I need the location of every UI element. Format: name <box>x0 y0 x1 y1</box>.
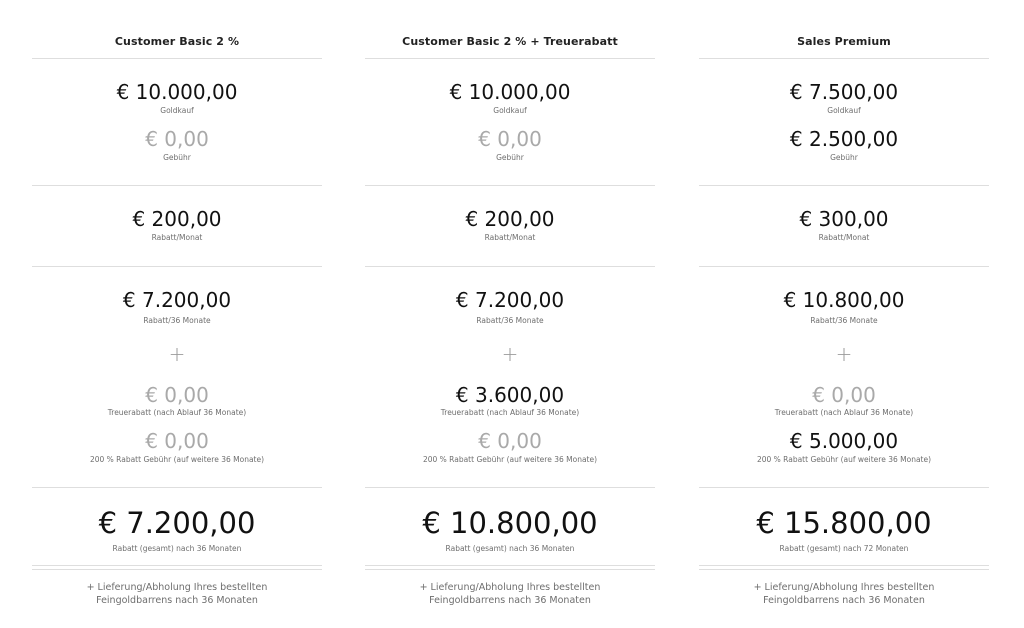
discount-36-label: Rabatt/36 Monate <box>810 316 878 325</box>
gold-purchase-amount: € 10.000,00 <box>116 80 238 104</box>
monthly-discount-label: Rabatt/Monat <box>484 233 536 242</box>
plan-title: Customer Basic 2 % <box>114 35 240 48</box>
fee-label: Gebühr <box>163 153 191 162</box>
divider <box>699 569 989 570</box>
fee-label: Gebühr <box>496 153 524 162</box>
loyalty-discount-label: Treuerabatt (nach Ablauf 36 Monate) <box>774 408 914 417</box>
loyalty-discount-label: Treuerabatt (nach Ablauf 36 Monate) <box>107 408 247 417</box>
gold-purchase-amount: € 7.500,00 <box>789 80 899 104</box>
fee-discount-label: 200 % Rabatt Gebühr (auf weitere 36 Monate) <box>89 455 265 464</box>
divider <box>365 565 655 566</box>
discount-36-amount: € 10.800,00 <box>783 288 905 312</box>
fee-discount-label: 200 % Rabatt Gebühr (auf weitere 36 Monate) <box>422 455 598 464</box>
plan-column-customer-basic <box>32 0 322 628</box>
discount-36-label: Rabatt/36 Monate <box>143 316 211 325</box>
divider <box>365 569 655 570</box>
delivery-note-line: Feingoldbarrens nach 36 Monaten <box>96 595 258 606</box>
delivery-note <box>32 581 322 607</box>
loyalty-discount-amount: € 0,00 <box>145 383 209 407</box>
monthly-discount-amount: € 300,00 <box>799 207 889 231</box>
loyalty-discount-amount: € 0,00 <box>812 383 876 407</box>
gold-purchase-label: Goldkauf <box>160 106 194 115</box>
discount-36-amount: € 7.200,00 <box>122 288 232 312</box>
fee-amount: € 2.500,00 <box>789 127 899 151</box>
delivery-note <box>699 581 989 607</box>
plan-column-sales-premium <box>699 0 989 628</box>
plus-icon: + <box>835 342 853 366</box>
total-discount-label: Rabatt (gesamt) nach 36 Monaten <box>445 544 575 553</box>
divider <box>32 185 322 186</box>
delivery-note-line: Feingoldbarrens nach 36 Monaten <box>429 595 591 606</box>
fee-amount: € 0,00 <box>478 127 542 151</box>
loyalty-discount-amount: € 3.600,00 <box>455 383 565 407</box>
divider <box>699 565 989 566</box>
fee-amount: € 0,00 <box>145 127 209 151</box>
gold-purchase-amount: € 10.000,00 <box>449 80 571 104</box>
total-discount-amount: € 15.800,00 <box>756 506 932 540</box>
fee-discount-amount: € 0,00 <box>478 429 542 453</box>
plan-title: Customer Basic 2 % + Treuerabatt <box>402 35 618 48</box>
divider <box>365 58 655 59</box>
plan-column-customer-basic-loyalty <box>365 0 655 628</box>
divider <box>699 266 989 267</box>
gold-purchase-label: Goldkauf <box>827 106 861 115</box>
monthly-discount-label: Rabatt/Monat <box>151 233 203 242</box>
fee-label: Gebühr <box>830 153 858 162</box>
divider <box>699 487 989 488</box>
delivery-note-line: + Lieferung/Abholung Ihres bestellten <box>419 582 601 593</box>
divider <box>699 58 989 59</box>
monthly-discount-label: Rabatt/Monat <box>818 233 870 242</box>
divider <box>365 266 655 267</box>
delivery-note-line: Feingoldbarrens nach 36 Monaten <box>763 595 925 606</box>
divider <box>32 569 322 570</box>
divider <box>365 487 655 488</box>
plus-icon: + <box>168 342 186 366</box>
delivery-note <box>365 581 655 607</box>
total-discount-label: Rabatt (gesamt) nach 36 Monaten <box>112 544 242 553</box>
divider <box>32 565 322 566</box>
divider <box>699 185 989 186</box>
fee-discount-label: 200 % Rabatt Gebühr (auf weitere 36 Monate) <box>756 455 932 464</box>
discount-36-label: Rabatt/36 Monate <box>476 316 544 325</box>
monthly-discount-amount: € 200,00 <box>132 207 222 231</box>
gold-purchase-label: Goldkauf <box>493 106 527 115</box>
plus-icon: + <box>501 342 519 366</box>
discount-36-amount: € 7.200,00 <box>455 288 565 312</box>
fee-discount-amount: € 0,00 <box>145 429 209 453</box>
divider <box>32 266 322 267</box>
monthly-discount-amount: € 200,00 <box>465 207 555 231</box>
total-discount-amount: € 10.800,00 <box>422 506 598 540</box>
total-discount-amount: € 7.200,00 <box>98 506 256 540</box>
delivery-note-line: + Lieferung/Abholung Ihres bestellten <box>753 582 935 593</box>
loyalty-discount-label: Treuerabatt (nach Ablauf 36 Monate) <box>440 408 580 417</box>
divider <box>365 185 655 186</box>
fee-discount-amount: € 5.000,00 <box>789 429 899 453</box>
delivery-note-line: + Lieferung/Abholung Ihres bestellten <box>86 582 268 593</box>
divider <box>32 58 322 59</box>
total-discount-label: Rabatt (gesamt) nach 72 Monaten <box>779 544 909 553</box>
divider <box>32 487 322 488</box>
plan-title: Sales Premium <box>797 35 891 48</box>
